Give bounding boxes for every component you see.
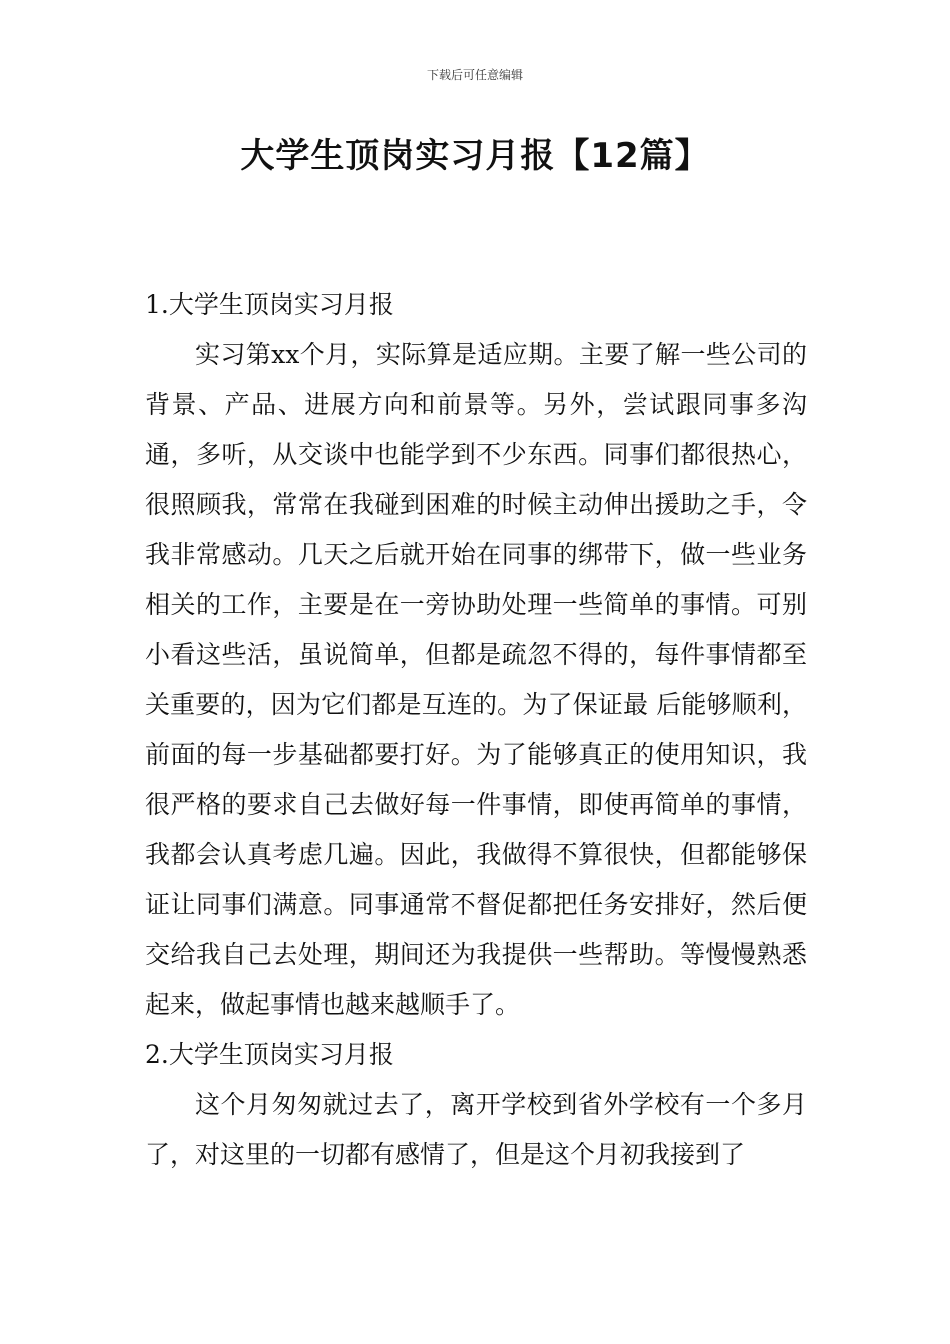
document-title: 大学生顶岗实习月报【12篇】 [240, 136, 710, 176]
section-paragraph: 实习第xx个月，实际算是适应期。主要了解一些公司的背景、产品、进展方向和前景等。另外，尝试跟同事多沟通，多听，从交谈中也能学到不少东西。同事们都很热心，很照顾我，常常在我碰到困难的时候主动伸出援助之手，令我非常感动。几天之后就开始在同事的绑带下，做一些业务相关的工作，主要是在一旁协助处理一些简单的事情。可别小看这些活，虽说简单，但都是疏忽不得的，每件事情都至关重要的，因为它们都是互连的。为了保证最 后能够顺利，前面的每一步基础都要打好。为了能够真正的使用知识，我很严格的要求自己去做好每一件事情，即使再简单的事情，我都会认真考虑几遍。因此，我做得不算很快，但都能够保证让同事们满意。同事通常不督促都把任务安排好，然后便交给我自己去处理，期间还为我提供一些帮助。等慢慢熟悉起来，做起事情也越来越顺手了。 [145, 340, 807, 1019]
section-heading: 1.大学生顶岗实习月报 [145, 290, 394, 319]
section-heading: 2.大学生顶岗实习月报 [145, 1040, 394, 1069]
section-2 [145, 1030, 807, 1180]
document-body [145, 280, 807, 1180]
section-paragraph: 这个月匆匆就过去了，离开学校到省外学校有一个多月了，对这里的一切都有感情了，但是这个月初我接到了 [145, 1090, 807, 1169]
section-1 [145, 280, 807, 1030]
header-note: 下载后可任意编辑 [426, 68, 523, 82]
